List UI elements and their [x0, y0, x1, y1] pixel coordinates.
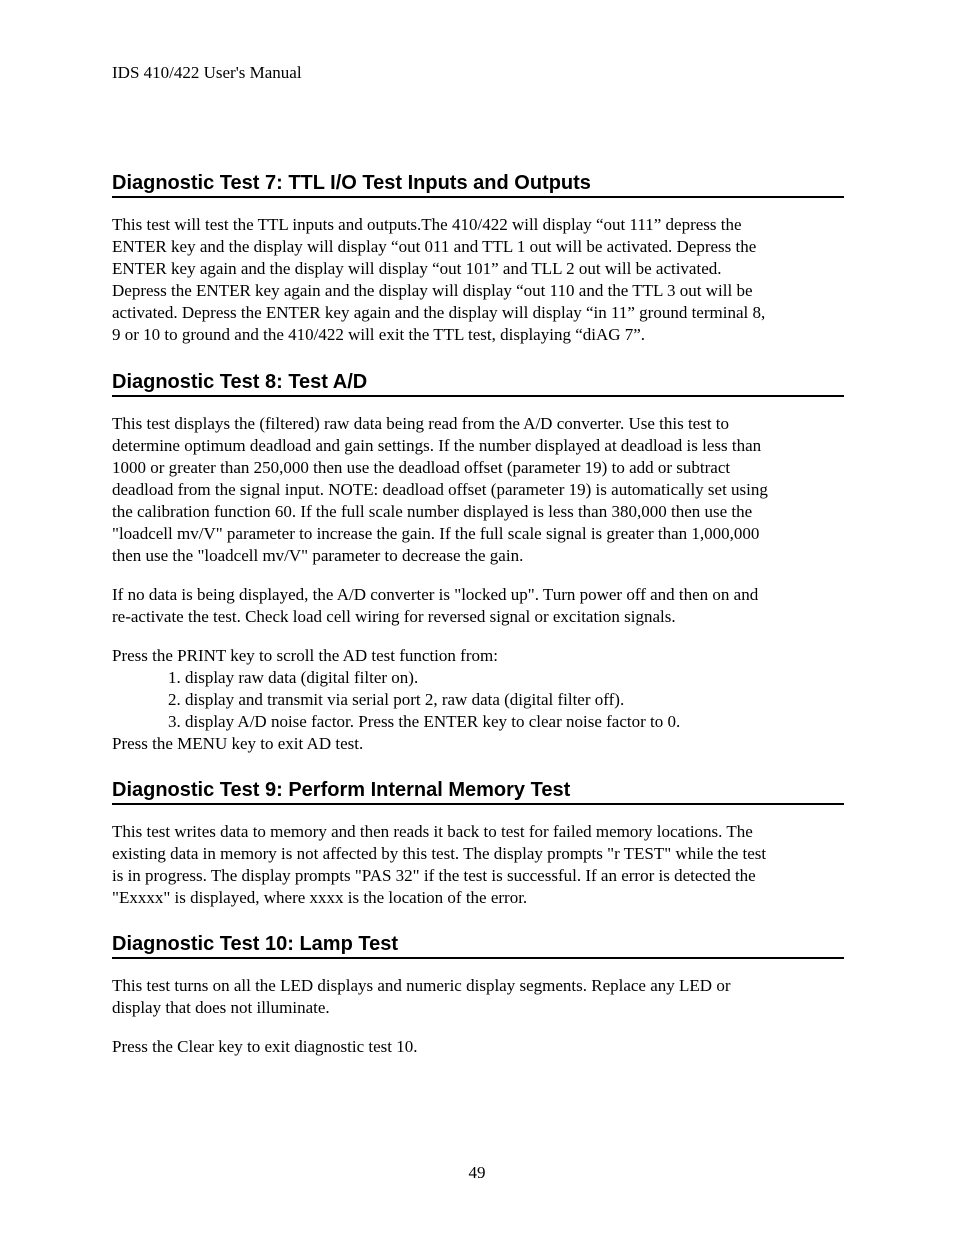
- body-paragraph: [112, 1036, 844, 1058]
- section-diagnostic-test-8: [112, 370, 844, 755]
- page-number: 49: [468, 1163, 486, 1182]
- section-diagnostic-test-10: [112, 932, 844, 1058]
- text-line: 1000 or greater than 250,000 then use the deadload offset (parameter 19) to add or subtract: [112, 458, 731, 477]
- text-line: 9 or 10 to ground and the 410/422 will exit the TTL test, displaying “diAG 7”.: [112, 325, 646, 344]
- text-line: This test will test the TTL inputs and outputs.The 410/422 will display “out 111” depress the: [112, 215, 742, 234]
- menu-exit-line: Press the MENU key to exit AD test.: [112, 734, 364, 753]
- text-line: If no data is being displayed, the A/D converter is "locked up". Turn power off and then on and: [112, 585, 759, 604]
- list-item: 1. display raw data (digital filter on).: [168, 668, 419, 687]
- section-heading: Diagnostic Test 7: TTL I/O Test Inputs and Outputs: [112, 171, 844, 198]
- text-line: is in progress. The display prompts "PAS 32" if the test is successful. If an error is detected the: [112, 866, 756, 885]
- text-line: ENTER key again and the display will display “out 101” and TLL 2 out will be activated.: [112, 259, 722, 278]
- section-heading: Diagnostic Test 10: Lamp Test: [112, 932, 844, 959]
- text-line: This test writes data to memory and then reads it back to test for failed memory locations. The: [112, 822, 753, 841]
- text-line: "Exxxx" is displayed, where xxxx is the location of the error.: [112, 888, 528, 907]
- text-line: "loadcell mv/V" parameter to increase the gain. If the full scale signal is greater than 1,000,000: [112, 524, 760, 543]
- text-line: determine optimum deadload and gain settings. If the number displayed at deadload is less than: [112, 436, 762, 455]
- body-paragraph: [112, 821, 844, 909]
- text-line: existing data in memory is not affected by this test. The display prompts "r TEST" while the test: [112, 844, 767, 863]
- text-line: This test turns on all the LED displays and numeric display segments. Replace any LED or: [112, 976, 731, 995]
- text-line: display that does not illuminate.: [112, 998, 330, 1017]
- print-key-paragraph: [112, 645, 844, 755]
- section-heading: Diagnostic Test 8: Test A/D: [112, 370, 844, 397]
- body-paragraph: [112, 413, 844, 567]
- text-line: deadload from the signal input. NOTE: deadload offset (parameter 19) is automatically set using: [112, 480, 768, 499]
- text-line: This test displays the (filtered) raw data being read from the A/D converter. Use this test to: [112, 414, 730, 433]
- section-diagnostic-test-7: [112, 171, 844, 346]
- text-line: the calibration function 60. If the full scale number displayed is less than 380,000 then use the: [112, 502, 753, 521]
- text-line: Depress the ENTER key again and the display will display “out 110 and the TTL 3 out will be: [112, 281, 753, 300]
- running-header: IDS 410/422 User's Manual: [112, 63, 302, 82]
- section-heading: Diagnostic Test 9: Perform Internal Memory Test: [112, 778, 844, 805]
- section-diagnostic-test-9: [112, 778, 844, 909]
- text-line: re-activate the test. Check load cell wiring for reversed signal or excitation signals.: [112, 607, 676, 626]
- list-item: 2. display and transmit via serial port 2, raw data (digital filter off).: [168, 690, 625, 709]
- text-line: Press the Clear key to exit diagnostic test 10.: [112, 1037, 418, 1056]
- body-paragraph: [112, 214, 844, 346]
- list-item: 3. display A/D noise factor. Press the ENTER key to clear noise factor to 0.: [168, 712, 681, 731]
- print-intro-line: Press the PRINT key to scroll the AD test function from:: [112, 646, 498, 665]
- body-paragraph: [112, 975, 844, 1019]
- text-line: then use the "loadcell mv/V" parameter to decrease the gain.: [112, 546, 524, 565]
- body-paragraph: [112, 584, 844, 628]
- page-content: [112, 171, 844, 1058]
- text-line: ENTER key and the display will display “out 011 and TTL 1 out will be activated. Depress the: [112, 237, 757, 256]
- text-line: activated. Depress the ENTER key again and the display will display “in 11” ground terminal 8,: [112, 303, 766, 322]
